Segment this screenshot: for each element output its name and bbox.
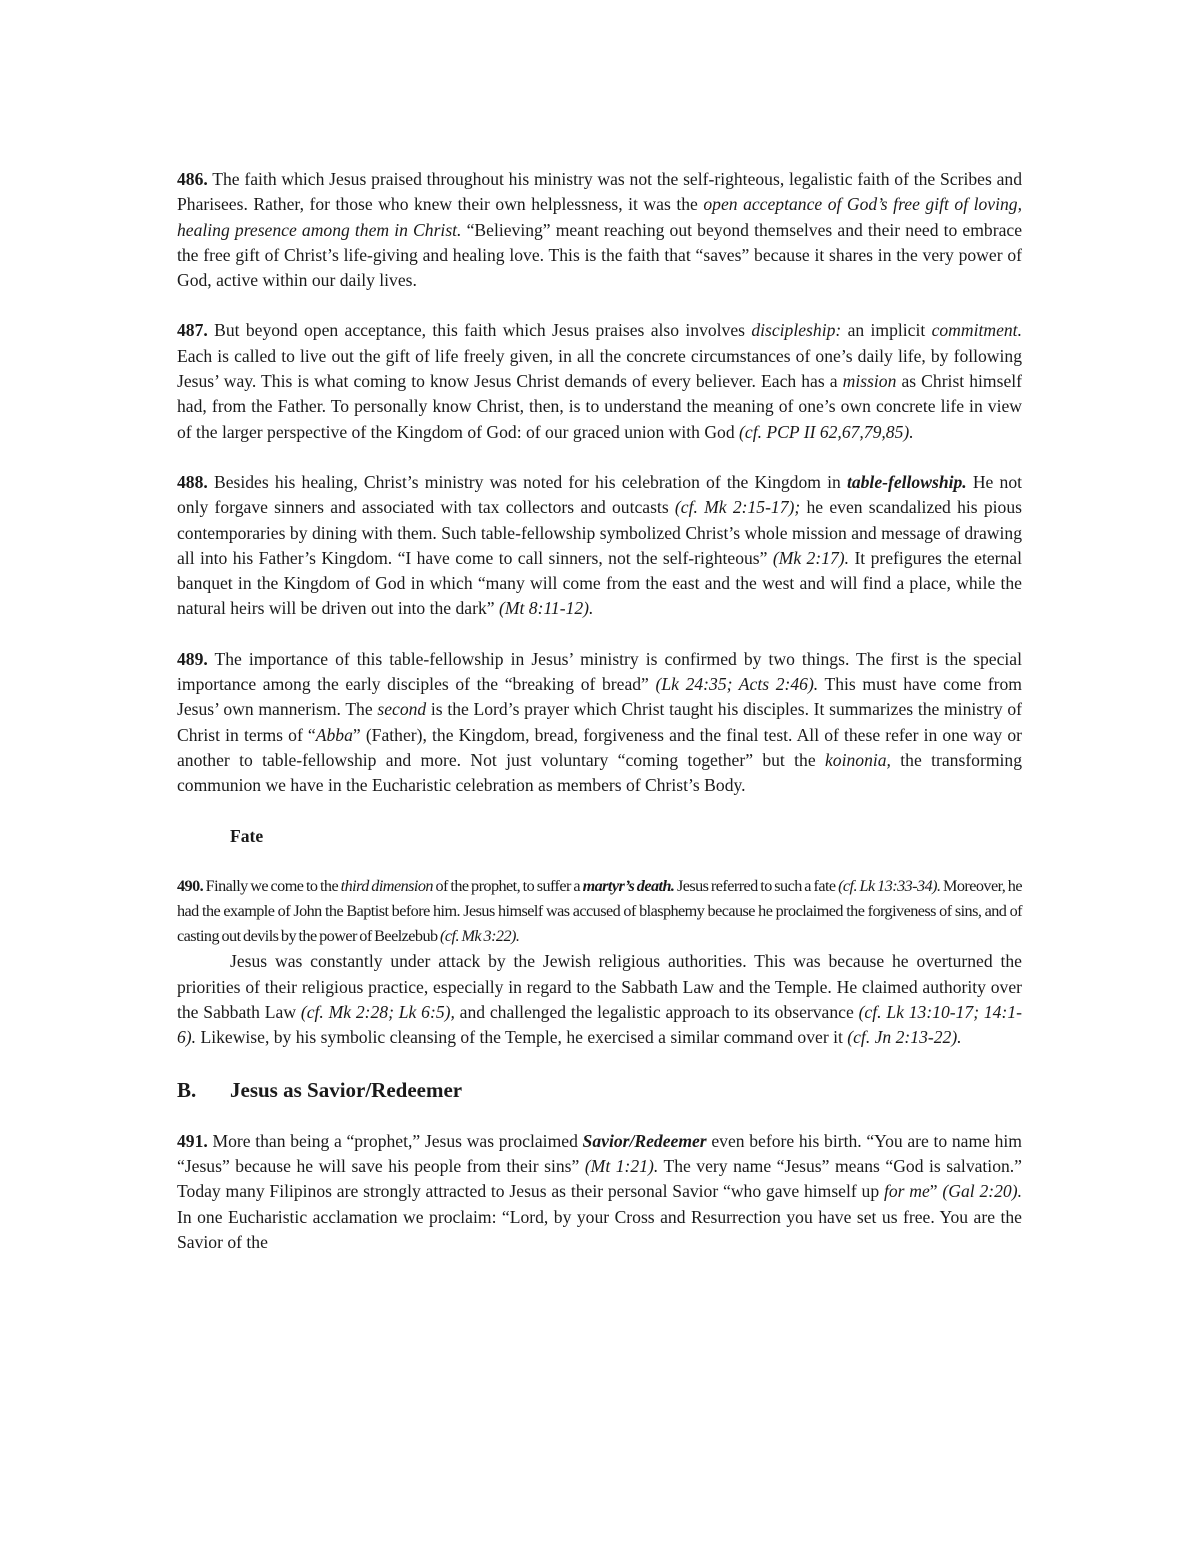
section-letter: B. [177,1077,197,1102]
fate-heading: Fate [230,825,264,846]
section-heading [177,1076,1022,1104]
paragraph-number: 486. [177,169,208,189]
paragraph-491: 491. More than being a “prophet,” Jesus was proclaimed Savior/Redeemer even before his birth. “You are to name him “Jesus” because he will save his people from their sins” (Mt 1:21). The very name “Jesus” means “God is salvation.” Today many Filipinos are strongly attracted to Jesus as their personal Savior “who gave himself up for me” (Gal 2:20). In one Eucharistic acclamation we proclaim: “Lord, by your Cross and Resurrection you have set us free. You are the Savior of the [177,1130,1022,1252]
paragraph-490: 490. Finally we come to the third dimension of the prophet, to suffer a martyr’s death. Jesus referred to such a fate (cf. Lk 13:33-34). Moreover, he had the example of John the Baptist before him. Jesus himself was accused of blasphemy because he proclaimed the forgiveness of sins, and of casting out devils by the power of Beelzebub (cf. Mk 3:22). [177,876,1022,946]
paragraph-number: 491. [177,1130,208,1151]
paragraph-487: 487. But beyond open acceptance, this faith which Jesus praises also involves discipleship: an implicit commitment. Each is called to live out the gift of life freely given, in all the concrete circumstances of one’s daily life, by following Jesus’ way. This is what coming to know Jesus Christ demands of every believer. Each has a mission as Christ himself had, from the Father. To personally know Christ, then, is to understand the meaning of one’s own concrete life in view of the larger perspective of the Kingdom of God: of our graced union with God (cf. PCP II 62,67,79,85). [177,320,1023,442]
document-page [177,167,1022,1255]
paragraph-number: 487. [177,320,208,341]
paragraph-number: 488. [177,471,208,492]
paragraph-number: 490. [177,876,204,895]
paragraph-489: 489. The importance of this table-fellowship in Jesus’ ministry is confirmed by two things. The first is the special importance among the early disciples of the “breaking of bread” (Lk 24:35; Acts 2:46). This must have come from Jesus’ own mannerism. The second is the Lord’s prayer which Christ taught his disciples. It summarizes the ministry of Christ in terms of “Abba” (Father), the Kingdom, bread, forgiveness and the final test. All of these refer in one way or another to table-fellowship and more. Not just voluntary “coming together” but the koinonia, the transforming communion we have in the Eucharistic celebration as members of Christ’s Body. [177,648,1022,796]
section-title: Jesus as Savior/Redeemer [230,1077,463,1102]
paragraph-number: 489. [177,648,208,669]
paragraph-486: 486. The faith which Jesus praised throughout his ministry was not the self-righteous, legalistic faith of the Scribes and Pharisees. Rather, for those who knew their own helplessness, it was the open acceptance of God’s free gift of loving, healing presence among them in Christ. “Believing” meant reaching out beyond themselves and their need to embrace the free gift of Christ’s life-giving and healing love. This is the faith that “saves” because it shares in the very power of God, active within our daily lives. [177,169,1023,291]
paragraph-490-continued: Jesus was constantly under attack by the Jewish religious authorities. This was because he overturned the priorities of their religious practice, especially in regard to the Sabbath Law and the Temple. He claimed authority over the Sabbath Law (cf. Mk 2:28; Lk 6:5), and challenged the legalistic approach to its observance (cf. Lk 13:10-17; 14:1-6). Likewise, by his symbolic cleansing of the Temple, he exercised a similar command over it (cf. Jn 2:13-22). [177,951,1022,1048]
paragraph-488: 488. Besides his healing, Christ’s ministry was noted for his celebration of the Kingdom in table-fellowship. He not only forgave sinners and associated with tax collectors and outcasts (cf. Mk 2:15-17); he even scandalized his pious contemporaries by dining with them. Such table-fellowship symbolized Christ’s whole mission and message of drawing all into his Father’s Kingdom. “I have come to call sinners, not the self-righteous” (Mk 2:17). It prefigures the eternal banquet in the Kingdom of God in which “many will come from the east and the west and will find a place, while the natural heirs will be driven out into the dark” (Mt 8:11-12). [177,471,1023,619]
